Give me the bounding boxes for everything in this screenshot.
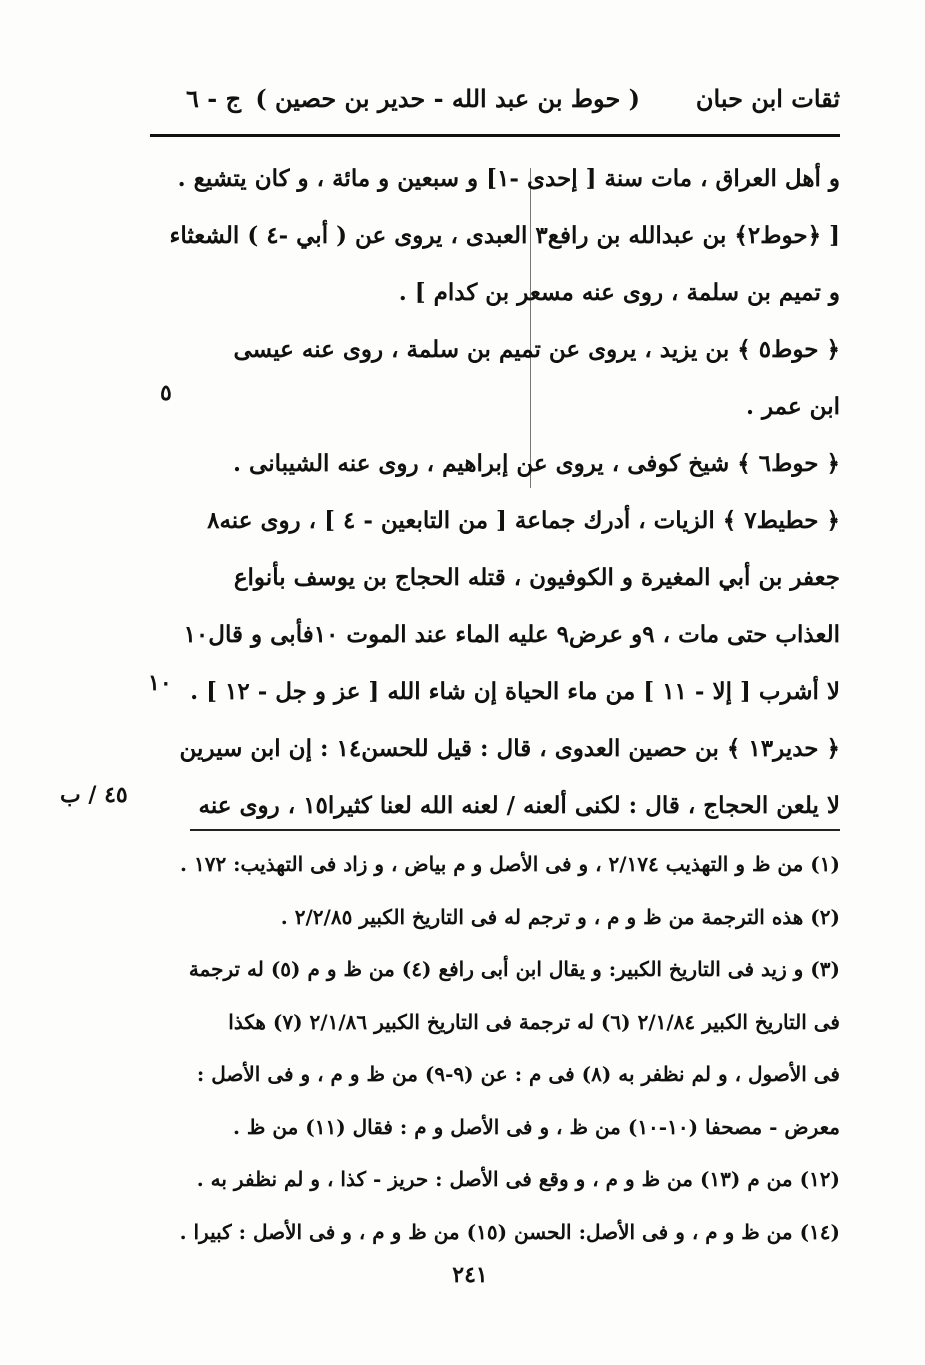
text-line: ﴿ حدير١٣ ﴾ بن حصين العدوى ، قال : قيل للحسن١٤ : إن ابن سيرين [179, 735, 840, 762]
footnote-line: (٣) و زيد فى التاريخ الكبير: و يقال ابن أبى رافع (٤) من ظ و م (٥) له ترجمة [188, 957, 840, 981]
footnote-line: (١٤) من ظ و م ، و فى الأصل: الحسن (١٥) من ظ و م ، و فى الأصل : كبيرا . [179, 1219, 840, 1244]
line-number-10: ١٠ [148, 670, 172, 696]
footnote-line: (١٢) من م (١٣) من ظ و م ، و وقع فى الأصل : حريز - كذا ، و لم نظفر به . [196, 1167, 840, 1191]
entries-range: ( حوط بن عبد الله - حدير بن حصين ) [255, 84, 640, 113]
footnote-line: فى الأصول ، و لم نظفر به (٨) فى م : عن (٩-٩) من ظ و م ، و فى الأصل : [196, 1062, 840, 1086]
volume-label: ج - ٦ [186, 84, 242, 113]
text-line: ﴿ حوط٦ ﴾ شيخ كوفى ، يروى عن إبراهيم ، روى عنه الشيبانى . [233, 450, 840, 477]
main-text [169, 150, 840, 834]
footnotes [179, 838, 840, 1258]
line-number-5: ٥ [160, 380, 172, 406]
book-title: ثقات ابن حبان [695, 84, 840, 113]
footnote-line: (١) من ظ و التهذيب ٢/١٧٤ ، و فى الأصل و م بياض ، و زاد فى التهذيب: ١٧٢ . [180, 852, 840, 876]
text-line: جعفر بن أبي المغيرة و الكوفيون ، قتله الحجاج بن يوسف بأنواع [233, 564, 840, 591]
text-line: ﴿ حطيط٧ ﴾ الزيات ، أدرك جماعة [ من التابعين - ٤ ] ، روى عنه٨ [207, 507, 840, 534]
text-line: لا أشرب [ إلا - ١١ ] من ماء الحياة إن شاء الله [ عز و جل - ١٢ ] . [190, 678, 840, 705]
text-line: [ ﴿حوط٢﴾ بن عبدالله بن رافع٣ العبدى ، يروى عن ( أبي -٤ ) الشعثاء [169, 222, 840, 249]
text-line: و أهل العراق ، مات سنة [ إحدى -١] و سبعين و مائة ، و كان يتشيع . [177, 165, 840, 192]
footnote-rule [190, 829, 840, 831]
text-line: لا يلعن الحجاج ، قال : لكنى ألعنه / لعنه الله لعنا كثيرا١٥ ، روى عنه [198, 792, 840, 819]
folio-marker: ٤٥ / ب [60, 782, 128, 808]
header-rule [150, 134, 840, 137]
text-line: العذاب حتى مات ، ٩و عرض٩ عليه الماء عند الموت ١٠فأبى و قال١٠ [183, 621, 840, 648]
footnote-line: معرض - مصحفا (١٠-١٠) من ظ ، و فى الأصل و م : فقال (١١) من ظ . [232, 1114, 840, 1139]
footnote-line: فى التاريخ الكبير ٢/١/٨٤ (٦) له ترجمة فى التاريخ الكبير ٢/١/٨٦ (٧) هكذا [228, 1009, 840, 1034]
text-line: و تميم بن سلمة ، روى عنه مسعر بن كدام ] . [398, 279, 840, 306]
page-number: ٢٤١ [452, 1262, 488, 1288]
running-header [150, 78, 840, 128]
footnote-line: (٢) هذه الترجمة من ظ و م ، و ترجم له فى التاريخ الكبير ٢/٢/٨٥ . [280, 904, 840, 929]
text-line: ﴿ حوط٥ ﴾ بن يزيد ، يروى عن تميم بن سلمة ، روى عنه عيسى [233, 336, 840, 363]
text-line: ابن عمر . [745, 393, 840, 420]
